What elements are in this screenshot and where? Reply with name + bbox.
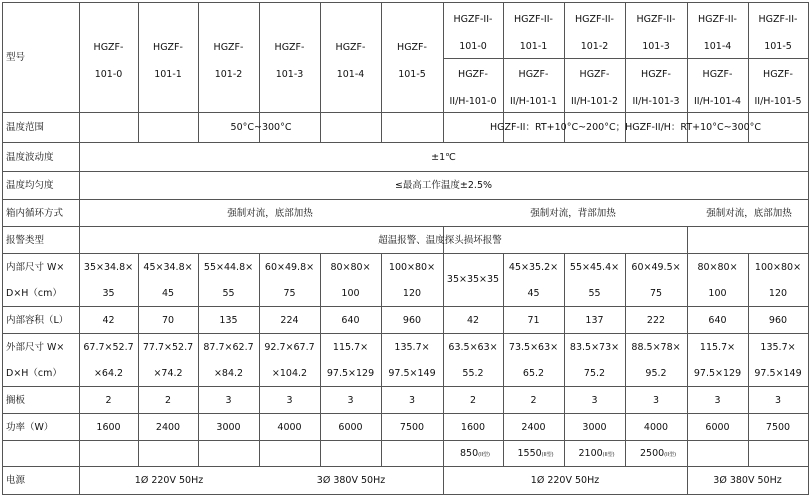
inner-size-top: 55×45.4× [569, 261, 620, 273]
table-hline [2, 199, 809, 200]
inner-size-top: 60×49.5× [631, 261, 681, 273]
inner-size-bot: 45 [161, 288, 175, 299]
shelves: 3 [714, 394, 721, 406]
label-inner-size-1: 内部尺寸 W× [6, 261, 65, 273]
outer-size-bot: 97.5×149 [754, 368, 802, 379]
circulation-c: 强制对流，底部加热 [706, 207, 792, 219]
label-outer-size-1: 外部尺寸 W× [6, 341, 65, 353]
table-vline [564, 253, 565, 467]
outer-size-bot: 97.5×149 [388, 368, 436, 379]
model-code: 101-4 [703, 41, 732, 52]
label-circulation: 箱内循环方式 [6, 207, 64, 219]
inner-size-top: 100×80× [388, 261, 436, 273]
label-shelves: 搁板 [6, 394, 26, 406]
outer-size-bot: ×104.2 [271, 368, 308, 379]
model-code: II/H-101-2 [571, 96, 618, 107]
table-vline [320, 2, 321, 143]
inner-volume: 71 [527, 314, 540, 326]
model-code: HGZF- [213, 42, 244, 53]
inner-size-top: 60×49.8× [264, 261, 315, 273]
table-vline [381, 2, 382, 143]
table-vline [687, 253, 688, 495]
inner-volume: 640 [341, 314, 360, 326]
inner-size-bot: 75 [283, 288, 296, 299]
model-code: HGZF-II- [514, 14, 553, 25]
supply-value: 1Ø 220V 50Hz [530, 475, 600, 486]
inner-size-top: 55×44.8× [203, 261, 254, 273]
power-h-note: (II型) [541, 452, 554, 458]
power: 4000 [643, 421, 669, 433]
table-vline [443, 253, 444, 495]
shelves: 2 [105, 394, 112, 406]
table-vline [198, 253, 199, 467]
shelves: 3 [774, 394, 782, 406]
model-code: HGZF- [518, 69, 549, 80]
outer-size-bot: 97.5×129 [693, 368, 742, 379]
model-code: HGZF-II- [698, 14, 737, 25]
table-vline [2, 2, 3, 495]
model-code: II/H-101-5 [754, 96, 802, 107]
model-code: HGZF- [274, 42, 305, 53]
label-inner-volume: 内部容积（L） [6, 314, 69, 326]
inner-volume: 224 [280, 314, 299, 326]
inner-size-top: 80×80× [330, 261, 371, 273]
outer-size-bot: 97.5×129 [326, 368, 375, 379]
power-h-note: (II型) [602, 452, 615, 458]
circulation-a: 强制对流，底部加热 [227, 207, 313, 219]
power: 2400 [155, 421, 181, 433]
power: 2400 [521, 421, 546, 433]
model-code: HGZF-II- [758, 14, 798, 25]
power-h-note: (II型) [478, 452, 490, 458]
outer-size-top: 77.7×52.7 [142, 341, 194, 353]
power: 1600 [460, 421, 486, 433]
inner-volume: 640 [708, 314, 727, 326]
label-outer-size-2: D×H（cm） [6, 368, 62, 379]
label-supply: 电源 [6, 475, 26, 486]
power-h-note: (II型) [664, 452, 677, 458]
inner-size-top: 35×34.8× [83, 261, 134, 273]
outer-size-top: 73.5×63× [508, 341, 559, 353]
shelves: 3 [286, 394, 293, 406]
model-code: HGZF- [458, 69, 488, 80]
label-inner-size-2: D×H（cm） [6, 288, 62, 299]
temp-fluct-value: ±1℃ [431, 151, 456, 163]
outer-size-top: 63.5×63× [448, 341, 498, 353]
model-code: HGZF- [641, 69, 671, 80]
inner-size-bot: 45 [527, 288, 540, 299]
label-power: 功率（W） [6, 421, 54, 433]
model-code: 101-0 [459, 41, 487, 52]
power-h-value [460, 448, 490, 461]
inner-size-bot: 100 [341, 288, 360, 299]
model-code: 101-3 [275, 69, 304, 80]
inner-volume: 70 [161, 314, 175, 326]
inner-size-top: 45×34.8× [143, 261, 193, 273]
outer-size-top: 87.7×62.7 [203, 341, 254, 353]
shelves: 3 [347, 394, 354, 406]
outer-size-top: 67.7×52.7 [83, 341, 134, 353]
inner-size-single: 35×35×35 [446, 274, 500, 285]
table-vline [320, 253, 321, 467]
table-vline [138, 2, 139, 143]
power-h-number: 850 [460, 448, 479, 459]
label-temp-range: 温度范围 [6, 122, 45, 133]
table-vline [198, 2, 199, 143]
outer-size-top: 115.7× [699, 341, 736, 353]
outer-size-bot: ×64.2 [93, 368, 124, 379]
alarm-value: 超温报警、温度探头损坏报警 [378, 234, 502, 246]
table-vline [443, 2, 444, 143]
inner-size-bot: 75 [649, 288, 663, 299]
model-code: HGZF- [93, 42, 124, 53]
shelves: 3 [408, 394, 416, 406]
supply-value: 1Ø 220V 50Hz [134, 475, 204, 486]
outer-size-bot: 75.2 [583, 368, 606, 379]
power-h-number: 2100 [578, 448, 603, 459]
outer-size-bot: ×74.2 [153, 368, 183, 379]
power-h-value [640, 448, 676, 461]
circulation-b: 强制对流，背部加热 [530, 207, 616, 219]
outer-size-top: 92.7×67.7 [264, 341, 315, 353]
model-code: HGZF- [335, 42, 366, 53]
outer-size-bot: 95.2 [645, 368, 667, 379]
label-temp-uniform: 温度均匀度 [6, 180, 54, 191]
outer-size-bot: 55.2 [462, 368, 484, 379]
model-code: HGZF-II- [636, 14, 676, 25]
inner-volume: 135 [219, 314, 238, 326]
table-vline [138, 253, 139, 467]
power: 3000 [216, 421, 241, 433]
model-code: II/H-101-4 [694, 96, 741, 107]
table-hline [443, 58, 809, 59]
power: 6000 [338, 421, 363, 433]
temp-range-a: 50°C~300°C [230, 122, 292, 133]
model-code: II/H-101-1 [510, 96, 557, 107]
model-code: 101-3 [642, 41, 670, 52]
power: 3000 [582, 421, 607, 433]
model-code: HGZF-II- [575, 14, 614, 25]
power-h-value [578, 448, 614, 461]
shelves: 3 [652, 394, 660, 406]
inner-volume: 960 [768, 314, 788, 326]
power-h-value [517, 448, 553, 461]
shelves: 3 [225, 394, 232, 406]
inner-volume: 222 [646, 314, 666, 326]
power: 6000 [705, 421, 730, 433]
table-vline [79, 2, 80, 495]
inner-size-bot: 55 [588, 288, 601, 299]
model-code: 101-5 [764, 41, 792, 52]
inner-size-top: 100×80× [754, 261, 802, 273]
supply-value: 3Ø 380V 50Hz [713, 475, 782, 486]
shelves: 3 [591, 394, 598, 406]
power: 7500 [765, 421, 791, 433]
outer-size-top: 135.7× [394, 341, 430, 353]
table-vline [808, 2, 809, 495]
inner-size-bot: 120 [768, 288, 788, 299]
table-vline [381, 253, 382, 467]
inner-volume: 42 [466, 314, 480, 326]
inner-size-bot: 35 [102, 288, 115, 299]
model-code: HGZF- [397, 42, 427, 53]
model-code: 101-0 [94, 69, 123, 80]
model-code: II/H-101-3 [632, 96, 680, 107]
inner-volume: 137 [585, 314, 604, 326]
table-vline [625, 253, 626, 467]
outer-size-top: 135.7× [760, 341, 796, 353]
supply-value: 3Ø 380V 50Hz [316, 475, 386, 486]
model-code: HGZF- [702, 69, 733, 80]
outer-size-top: 83.5×73× [569, 341, 620, 353]
model-code: 101-2 [580, 41, 609, 52]
outer-size-top: 88.5×78× [631, 341, 681, 353]
temp-uniform-value: ≤最高工作温度±2.5% [394, 180, 493, 191]
shelves: 2 [530, 394, 537, 406]
inner-size-bot: 100 [708, 288, 727, 299]
model-code: HGZF- [763, 69, 793, 80]
inner-size-bot: 55 [222, 288, 235, 299]
temp-range-b: HGZF-II：RT+10°C~200°C；HGZF-II/H：RT+10°C~300°C [489, 122, 762, 133]
table-vline [748, 253, 749, 467]
model-code: 101-5 [398, 69, 426, 80]
inner-volume: 960 [402, 314, 422, 326]
power: 1600 [96, 421, 121, 433]
power-h-number: 2500 [639, 448, 665, 459]
model-code: 101-1 [154, 69, 182, 80]
table-vline [687, 226, 688, 254]
power: 4000 [277, 421, 302, 433]
table-vline [503, 253, 504, 467]
model-code: HGZF-II- [453, 14, 493, 25]
table-hline [2, 171, 809, 172]
label-model: 型号 [6, 52, 26, 63]
model-code: HGZF- [153, 42, 183, 53]
outer-size-bot: 65.2 [522, 368, 545, 379]
model-code: 101-1 [519, 41, 548, 52]
power: 7500 [399, 421, 425, 433]
outer-size-bot: ×84.2 [213, 368, 244, 379]
model-code: HGZF- [579, 69, 610, 80]
inner-volume: 42 [102, 314, 115, 326]
shelves: 2 [469, 394, 477, 406]
outer-size-top: 115.7× [332, 341, 369, 353]
shelves: 2 [164, 394, 172, 406]
inner-size-top: 80×80× [697, 261, 738, 273]
model-code: 101-2 [214, 69, 243, 80]
model-code: 101-4 [336, 69, 365, 80]
power-h-number: 1550 [517, 448, 542, 459]
inner-size-top: 45×35.2× [508, 261, 559, 273]
model-code: II/H-101-0 [449, 96, 497, 107]
label-alarm: 报警类型 [6, 234, 45, 246]
inner-size-bot: 120 [402, 288, 422, 299]
label-temp-fluct: 温度波动度 [6, 151, 54, 163]
table-vline [259, 253, 260, 467]
